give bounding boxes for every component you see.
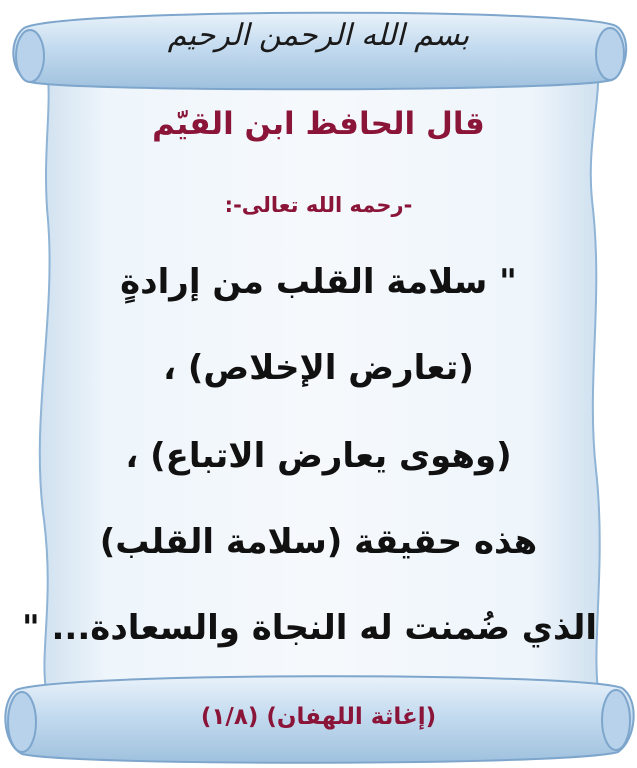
quote-line-2: (تعارض الإخلاص) ، (163, 348, 474, 388)
quote-line-5: الذي ضُمنت له النجاة والسعادة... " (21, 608, 597, 648)
source-citation: (إغاثة اللهفان) (١/٨) (200, 704, 437, 730)
basmala-calligraphy: بسم الله الرحمن الرحيم (167, 18, 470, 53)
subtitle: -رحمه الله تعالى-: (224, 193, 413, 217)
page-title: قال الحافظ ابن القيّم (152, 106, 485, 142)
quote-line-1: " سلامة القلب من إرادةٍ (120, 262, 517, 302)
quote-line-3: (وهوى يعارض الاتباع) ، (125, 436, 512, 476)
quote-line-4: هذه حقيقة (سلامة القلب) (99, 522, 538, 562)
quote-card (21, 0, 597, 768)
